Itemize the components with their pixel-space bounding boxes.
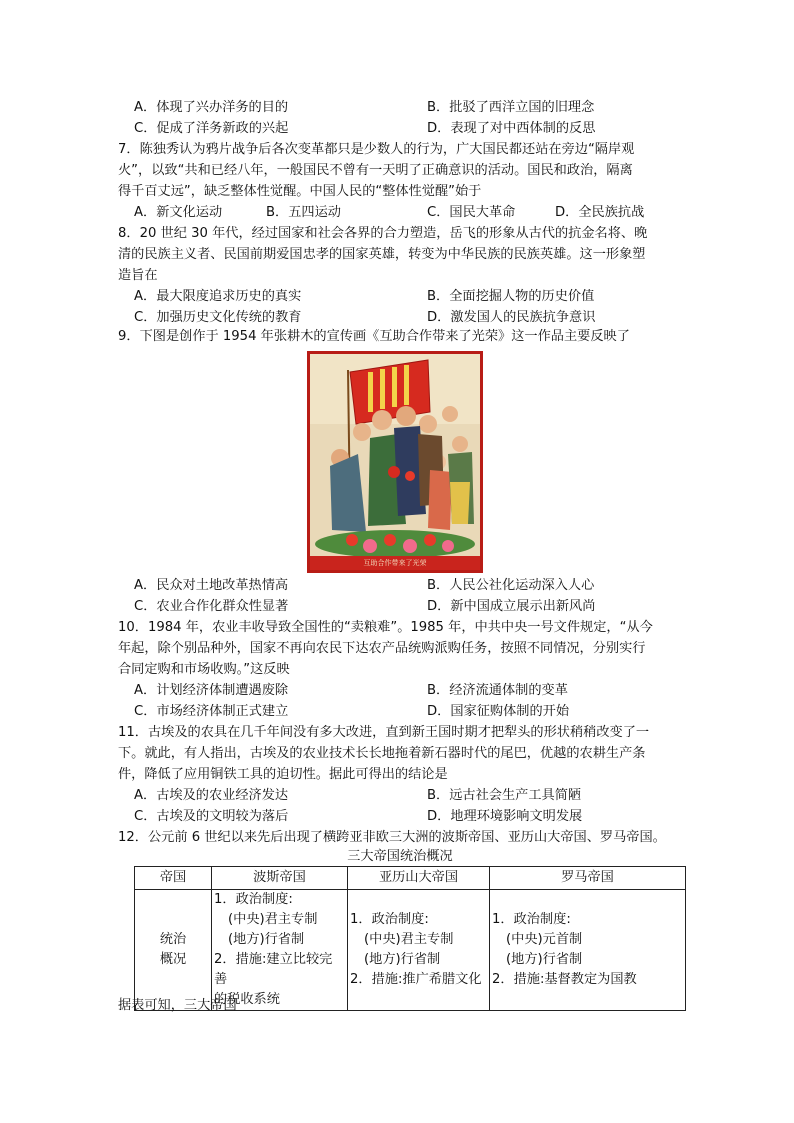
q7-option-c[interactable]: C．国民大革命: [427, 205, 516, 220]
q9-option-c[interactable]: C．农业合作化群众性显著: [134, 599, 289, 614]
q10-stem-line: 年起，除个别品种外，国家不再向农民下达农产品统购派购任务，按照不同情况，分别实行: [118, 641, 646, 656]
q7-option-d[interactable]: D．全民族抗战: [555, 205, 645, 220]
q7-option-b[interactable]: B．五四运动: [266, 205, 341, 220]
q11-stem-line: 11．古埃及的农具在几千年间没有多大改进，直到新王国时期才把犁头的形状稍稍改变了一: [118, 725, 650, 740]
q11-stem-line: 下。就此，有人指出，古埃及的农业技术长长地拖着新石器时代的尾巴，优越的农耕生产条: [118, 746, 646, 761]
q10-stem-line: 合同定购和市场收购。”这反映: [118, 662, 290, 677]
q7-stem-line: 火”，以致“共和已经八年，一般国民不曾有一天明了正确意识的活动。国民和政治，隔离: [118, 163, 633, 178]
q10-option-d[interactable]: D．国家征购体制的开始: [427, 704, 570, 719]
cell-line: 2．措施:基督教定为国教: [492, 972, 637, 987]
poster-caption: 互助合作带来了光荣: [363, 559, 427, 567]
table-header-cell: 亚历山大帝国: [348, 867, 490, 890]
q10-stem-line: 10．1984 年，农业丰收导致全国性的“卖粮难”。1985 年，中共中央一号文件规定，“从今: [118, 620, 653, 635]
propaganda-poster-image: [307, 351, 483, 573]
q10-option-b[interactable]: B．经济流通体制的变革: [427, 683, 568, 698]
q11-option-a[interactable]: A．古埃及的农业经济发达: [134, 788, 289, 803]
cell-line: (地方)行省制: [364, 952, 441, 967]
table-title: 三大帝国统治概况: [347, 849, 453, 864]
cell-line: (地方)行省制: [506, 952, 583, 967]
q6-option-d[interactable]: D．表现了对中西体制的反思: [427, 121, 596, 136]
alexander-cell: [348, 890, 490, 1011]
table-header-cell: 罗马帝国: [490, 867, 686, 890]
q8-stem-line: 清的民族主义者、民国前期爱国忠孝的国家英雄，转变为中华民族的民族英雄。这一形象塑: [118, 247, 646, 262]
q11-option-b[interactable]: B．远古社会生产工具简陋: [427, 788, 582, 803]
q8-option-d[interactable]: D．激发国人的民族抗争意识: [427, 310, 596, 325]
rome-cell: [490, 890, 686, 1011]
cell-line: 1．政治制度:: [350, 912, 429, 927]
cell-line: (地方)行省制: [228, 932, 305, 947]
table-header-cell: 帝国: [135, 867, 212, 890]
table-header-cell: 波斯帝国: [212, 867, 348, 890]
q9-option-d[interactable]: D．新中国成立展示出新风尚: [427, 599, 596, 614]
q8-option-c[interactable]: C．加强历史文化传统的教育: [134, 310, 302, 325]
q8-stem-line: 8．20 世纪 30 年代，经过国家和社会各界的合力塑造，岳飞的形象从古代的抗金名将、晚: [118, 226, 648, 241]
persia-cell: [212, 890, 348, 1011]
q6-option-c[interactable]: C．促成了洋务新政的兴起: [134, 121, 289, 136]
cell-line: 2．措施:建立比较完善: [214, 952, 333, 987]
q12-followup: 据表可知，三大帝国: [118, 998, 237, 1013]
q7-stem-line: 得千百丈远”，缺乏整体性觉醒。中国人民的“整体性觉醒”始于: [118, 184, 482, 199]
row-label-line: 概况: [159, 952, 187, 967]
q8-option-a[interactable]: A．最大限度追求历史的真实: [134, 289, 302, 304]
poster-illustration: [310, 354, 480, 570]
q6-option-b[interactable]: B．批驳了西洋立国的旧理念: [427, 100, 595, 115]
q10-option-c[interactable]: C．市场经济体制正式建立: [134, 704, 289, 719]
q11-stem-line: 件，降低了应用铜铁工具的迫切性。据此可得出的结论是: [118, 767, 448, 782]
cell-line: (中央)君主专制: [364, 932, 454, 947]
q9-option-b[interactable]: B．人民公社化运动深入人心: [427, 578, 595, 593]
q9-option-a[interactable]: A．民众对土地改革热情高: [134, 578, 289, 593]
q7-stem-line: 7．陈独秀认为鸦片战争后各次变革都只是少数人的行为，广大国民都还站在旁边“隔岸观: [118, 142, 635, 157]
cell-line: (中央)君主专制: [228, 912, 318, 927]
cell-line: 1．政治制度:: [492, 912, 571, 927]
q7-option-a[interactable]: A．新文化运动: [134, 205, 223, 220]
cell-line: 的税收系统: [214, 992, 280, 1007]
row-label-cell: [135, 890, 212, 1011]
q6-option-a[interactable]: A．体现了兴办洋务的目的: [134, 100, 289, 115]
empire-table: [134, 866, 686, 1011]
q11-option-c[interactable]: C．古埃及的文明较为落后: [134, 809, 289, 824]
q8-option-b[interactable]: B．全面挖掘人物的历史价值: [427, 289, 595, 304]
cell-line: (中央)元首制: [506, 932, 583, 947]
q12-stem-line: 12．公元前 6 世纪以来先后出现了横跨亚非欧三大洲的波斯帝国、亚历山大帝国、罗马帝国。: [118, 830, 666, 845]
q10-option-a[interactable]: A．计划经济体制遭遇废除: [134, 683, 289, 698]
q11-option-d[interactable]: D．地理环境影响文明发展: [427, 809, 583, 824]
q8-stem-line: 造旨在: [118, 268, 158, 283]
cell-line: 2．措施:推广希腊文化: [350, 972, 482, 987]
row-label-line: 统治: [159, 932, 187, 947]
cell-line: 1．政治制度:: [214, 892, 293, 907]
q9-stem-line: 9．下图是创作于 1954 年张耕木的宣传画《互助合作带来了光荣》这一作品主要反映了: [118, 329, 630, 344]
